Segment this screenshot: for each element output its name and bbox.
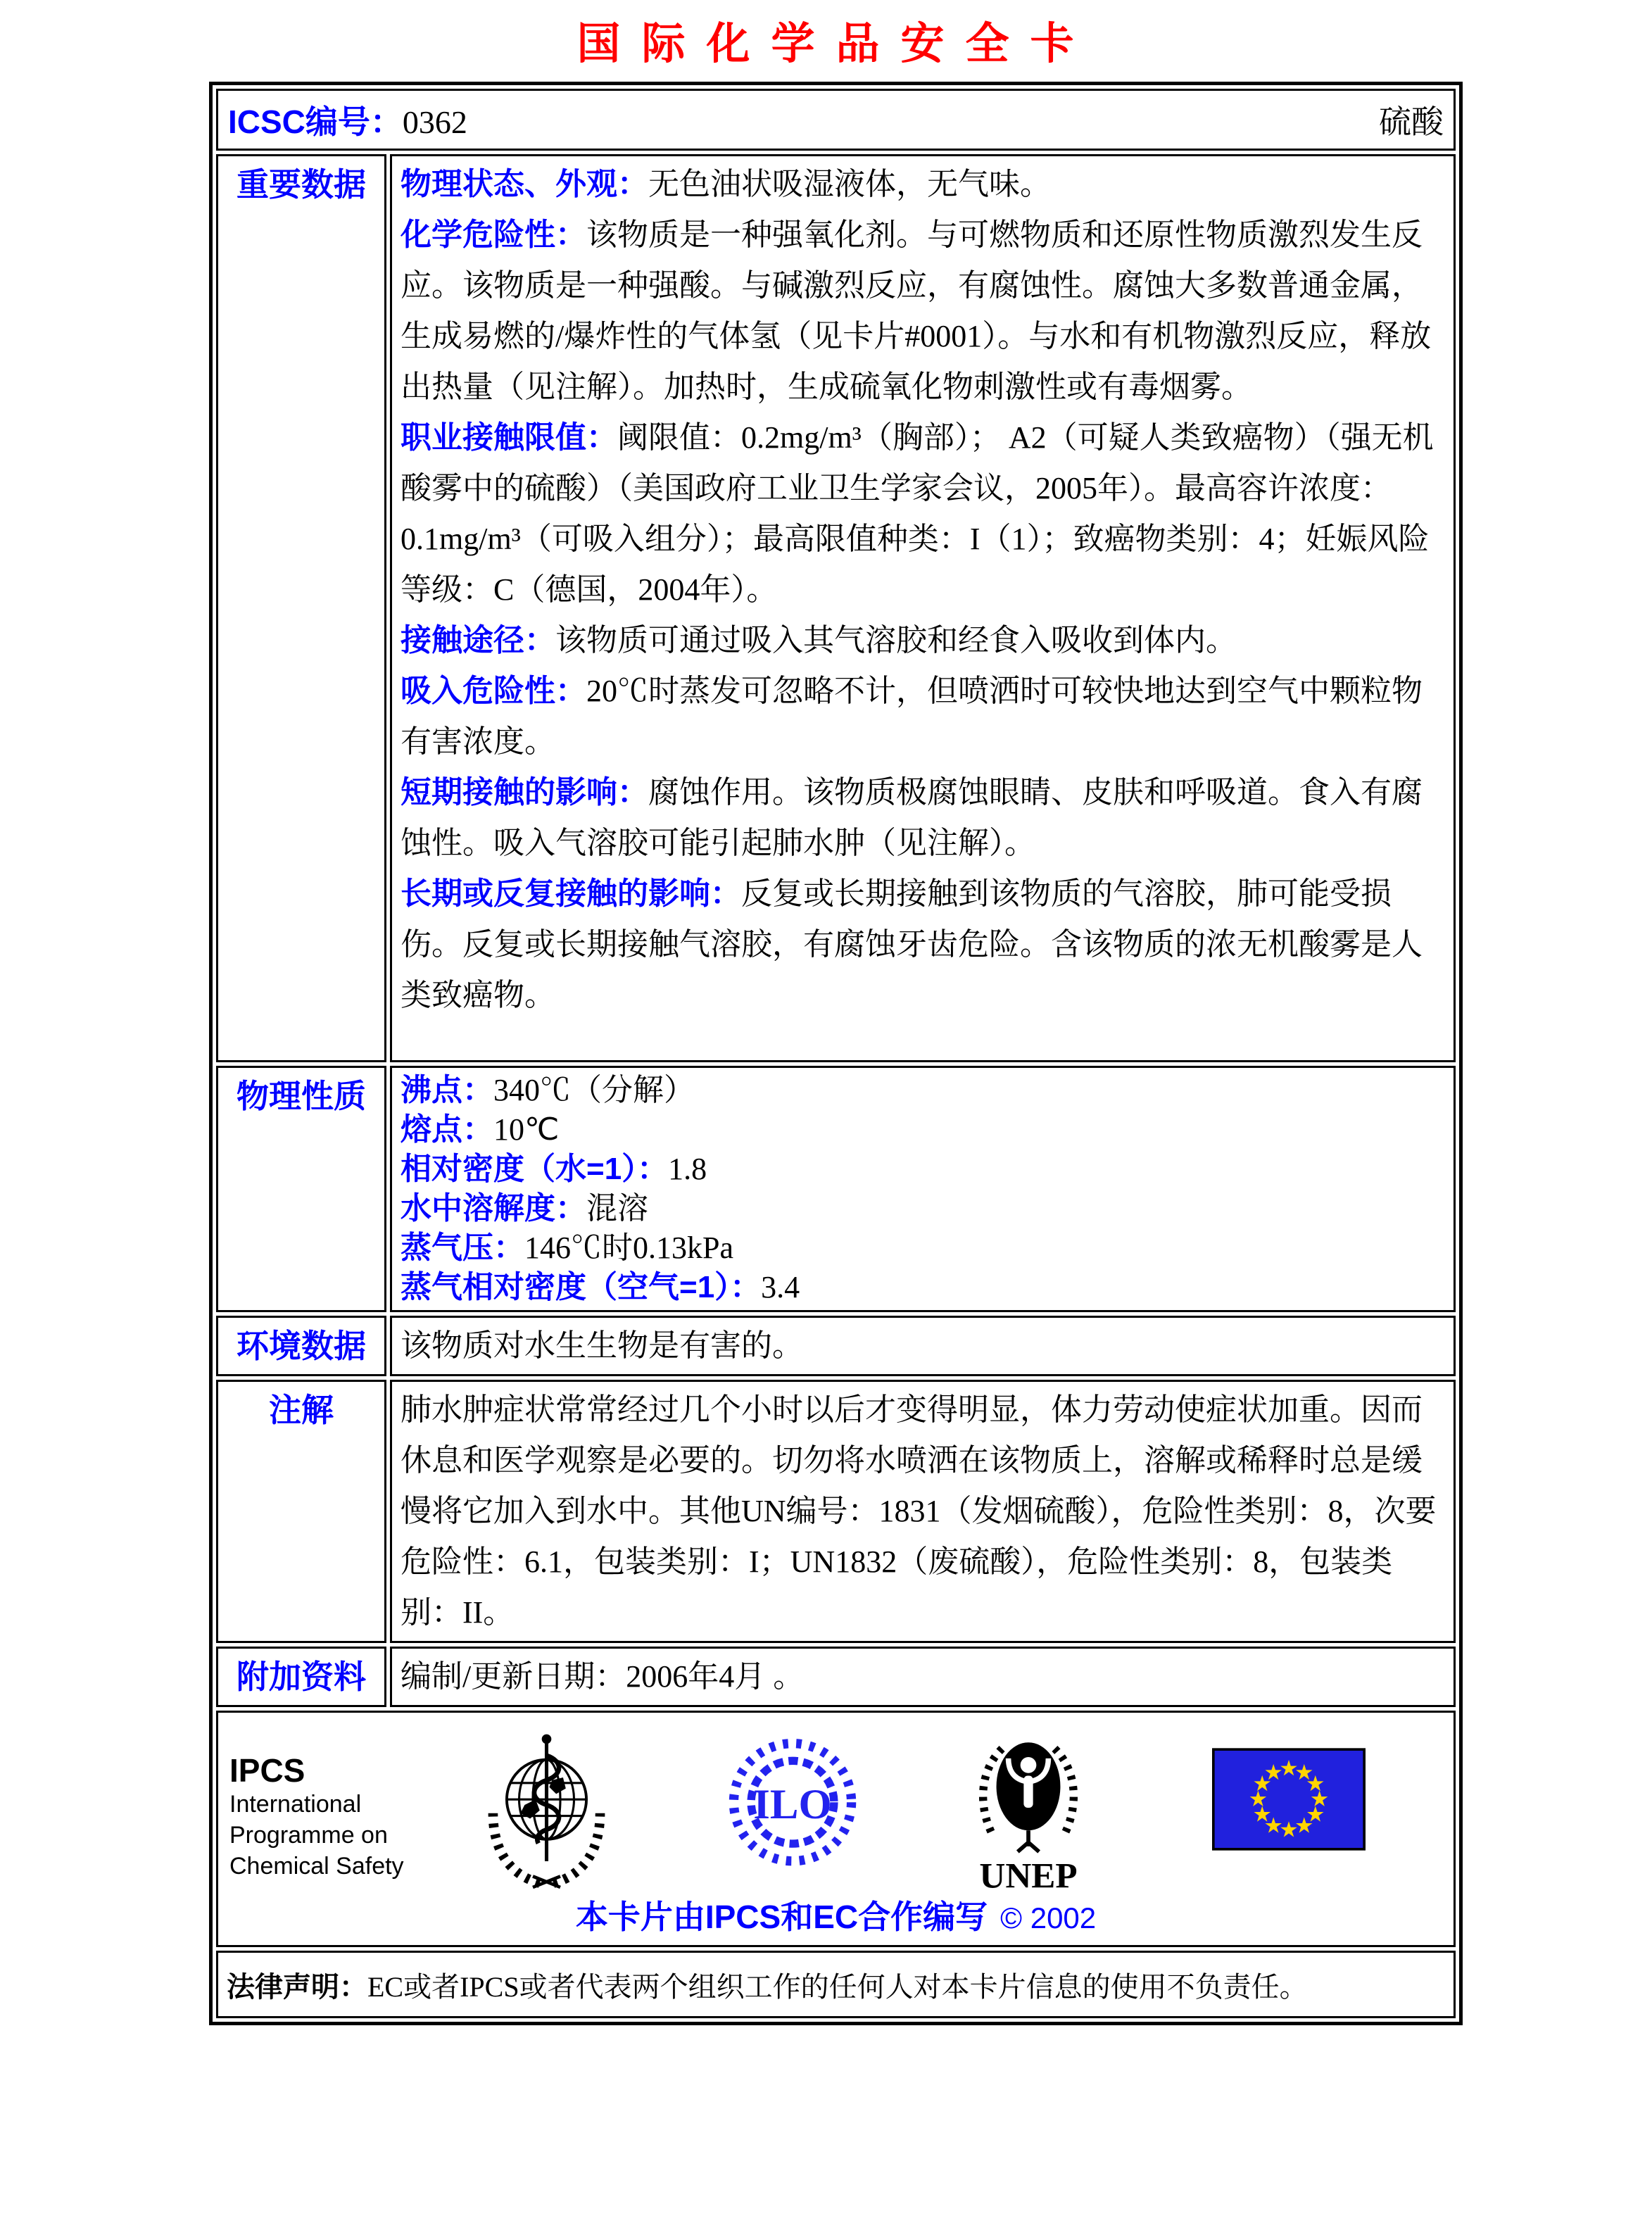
prop-value: 3.4	[761, 1270, 800, 1304]
ipcs-line2: Programme on	[229, 1822, 388, 1849]
ilo-logo-icon	[726, 1720, 859, 1890]
header-row	[216, 89, 1456, 151]
para-text: 腐蚀作用。该物质极腐蚀眼睛、皮肤和呼吸道。食入有腐蚀性。吸入气溶胶可能引起肺水肿（见注解）。	[401, 775, 1423, 860]
prop-label: 蒸气压：	[401, 1231, 524, 1265]
para-label: 化学危险性：	[401, 218, 586, 252]
logos-strip	[229, 1720, 1442, 1896]
para-short-term-effects	[401, 767, 1445, 869]
physical-properties-content	[390, 1066, 1456, 1312]
para-label: 短期接触的影响：	[401, 775, 648, 810]
para-text: 无色油状吸湿液体，无气味。	[648, 167, 1051, 201]
important-data-content	[390, 154, 1456, 1062]
card-table	[209, 82, 1463, 2025]
legal-row	[216, 1951, 1456, 2018]
para-physical-state	[401, 159, 1445, 210]
physical-properties-row	[216, 1066, 1456, 1312]
additional-info-content: 编制/更新日期：2006年4月 。	[390, 1647, 1456, 1707]
ipcs-line1: International	[229, 1791, 362, 1818]
ipcs-text-block	[229, 1752, 416, 1882]
ilo-logo-letters: ILO	[753, 1781, 832, 1828]
prop-boiling-point	[401, 1071, 1445, 1110]
para-label: 长期或反复接触的影响：	[401, 876, 741, 911]
prop-vapor-pressure	[401, 1228, 1445, 1268]
unep-logo-icon	[961, 1720, 1095, 1896]
para-inhalation-risk	[401, 666, 1445, 767]
unep-logo-slot	[909, 1720, 1148, 1896]
row-label-additional-info: 附加资料	[216, 1647, 386, 1707]
prop-label: 蒸气相对密度（空气=1）：	[401, 1270, 762, 1304]
para-label: 接触途径：	[401, 623, 555, 657]
row-label-environment: 环境数据	[216, 1316, 386, 1376]
ipcs-acronym: IPCS	[229, 1752, 305, 1789]
para-label: 职业接触限值：	[401, 420, 617, 455]
prop-relative-density	[401, 1150, 1445, 1189]
eu-flag-slot	[1148, 1720, 1430, 1851]
safety-card	[209, 7, 1463, 2025]
who-logo-icon	[478, 1720, 615, 1890]
legal-notice-text: EC或者IPCS或者代表两个组织工作的任何人对本卡片信息的使用不负责任。	[367, 1970, 1308, 2003]
row-label-notes: 注解	[216, 1380, 386, 1643]
important-data-row	[216, 154, 1456, 1062]
prop-value: 1.8	[668, 1152, 707, 1186]
para-text: 该物质是一种强氧化剂。与可燃物质和还原性物质激烈发生反应。该物质是一种强酸。与碱激烈反应，有腐蚀性。腐蚀大多数普通金属，生成易燃的/爆炸性的气体氢（见卡片#0001）。与水和有机物激烈反应，释放出热量（见注解）。加热时，生成硫氧化物刺激性或有毒烟雾。	[401, 218, 1432, 404]
para-text: 20℃时蒸发可忽略不计，但喷洒时可较快地达到空气中颗粒物有害浓度。	[401, 674, 1423, 759]
para-text: 反复或长期接触到该物质的气溶胶，肺可能受损伤。反复或长期接触气溶胶，有腐蚀牙齿危险。含该物质的浓无机酸雾是人类致癌物。	[401, 876, 1423, 1012]
row-label-important-data: 重要数据	[216, 154, 386, 1062]
prop-value: 340℃（分解）	[493, 1073, 695, 1107]
para-occupational-limits	[401, 413, 1445, 615]
legal-notice-label: 法律声明：	[227, 1971, 367, 2003]
prop-water-solubility	[401, 1189, 1445, 1228]
prop-melting-point	[401, 1110, 1445, 1150]
icsc-number-value: 0362	[402, 104, 467, 140]
eu-flag-icon	[1212, 1748, 1366, 1851]
logos-cell	[216, 1711, 1456, 1947]
unep-logo-caption: UNEP	[979, 1856, 1078, 1896]
notes-content: 肺水肿症状常常经过几个小时以后才变得明显，体力劳动使症状加重。因而休息和医学观察是必要的。切勿将水喷洒在该物质上，溶解或稀释时总是缓慢将它加入到水中。其他UN编号：1831（发烟硫酸），危险性类别：8，次要危险性：6.1，包装类别：I；UN1832（废硫酸），危险性类别：8，包装类别：II。	[390, 1380, 1456, 1643]
credit-line	[229, 1897, 1442, 1938]
legal-cell	[216, 1951, 1456, 2018]
prop-vapor-density	[401, 1268, 1445, 1307]
chemical-name: 硫酸	[1379, 104, 1444, 140]
para-text: 该物质可通过吸入其气溶胶和经食入吸收到体内。	[555, 623, 1237, 657]
environment-row	[216, 1316, 1456, 1376]
additional-info-row	[216, 1647, 1456, 1707]
page-title: 国际化学品安全卡	[576, 20, 1095, 68]
para-exposure-routes	[401, 615, 1445, 666]
logos-row	[216, 1711, 1456, 1947]
para-text: 阈限值：0.2mg/m³（胸部）； A2（可疑人类致癌物）（强无机酸雾中的硫酸）（美国政府工业卫生学家会议，2005年）。最高容许浓度：0.1mg/m³（可吸入组分）；最高限值种类：I（1）；致癌物类别：4；妊娠风险等级：C（德国，2004年）。	[401, 420, 1434, 607]
who-logo-slot	[416, 1720, 676, 1890]
row-label-physical-properties: 物理性质	[216, 1066, 386, 1312]
ilo-logo-slot	[676, 1720, 909, 1890]
para-chemical-danger	[401, 210, 1445, 413]
para-long-term-effects	[401, 869, 1445, 1021]
prop-value: 10℃	[493, 1112, 560, 1147]
para-label: 物理状态、外观：	[401, 167, 648, 201]
icsc-number-label: ICSC编号：	[228, 103, 403, 140]
prop-value: 混溶	[586, 1191, 648, 1226]
prop-value: 146℃时0.13kPa	[524, 1231, 733, 1265]
prop-label: 沸点：	[401, 1073, 493, 1107]
prop-label: 熔点：	[401, 1112, 493, 1147]
ipcs-line3: Chemical Safety	[229, 1853, 404, 1880]
para-label: 吸入危险性：	[401, 674, 586, 708]
prop-label: 水中溶解度：	[401, 1191, 586, 1226]
credit-text: 本卡片由IPCS和EC合作编写	[575, 1899, 988, 1935]
copyright-text: © 2002	[1000, 1901, 1097, 1934]
prop-label: 相对密度（水=1）：	[401, 1152, 669, 1186]
environment-content: 该物质对水生生物是有害的。	[390, 1316, 1456, 1376]
notes-row	[216, 1380, 1456, 1643]
header-cell	[216, 89, 1456, 151]
